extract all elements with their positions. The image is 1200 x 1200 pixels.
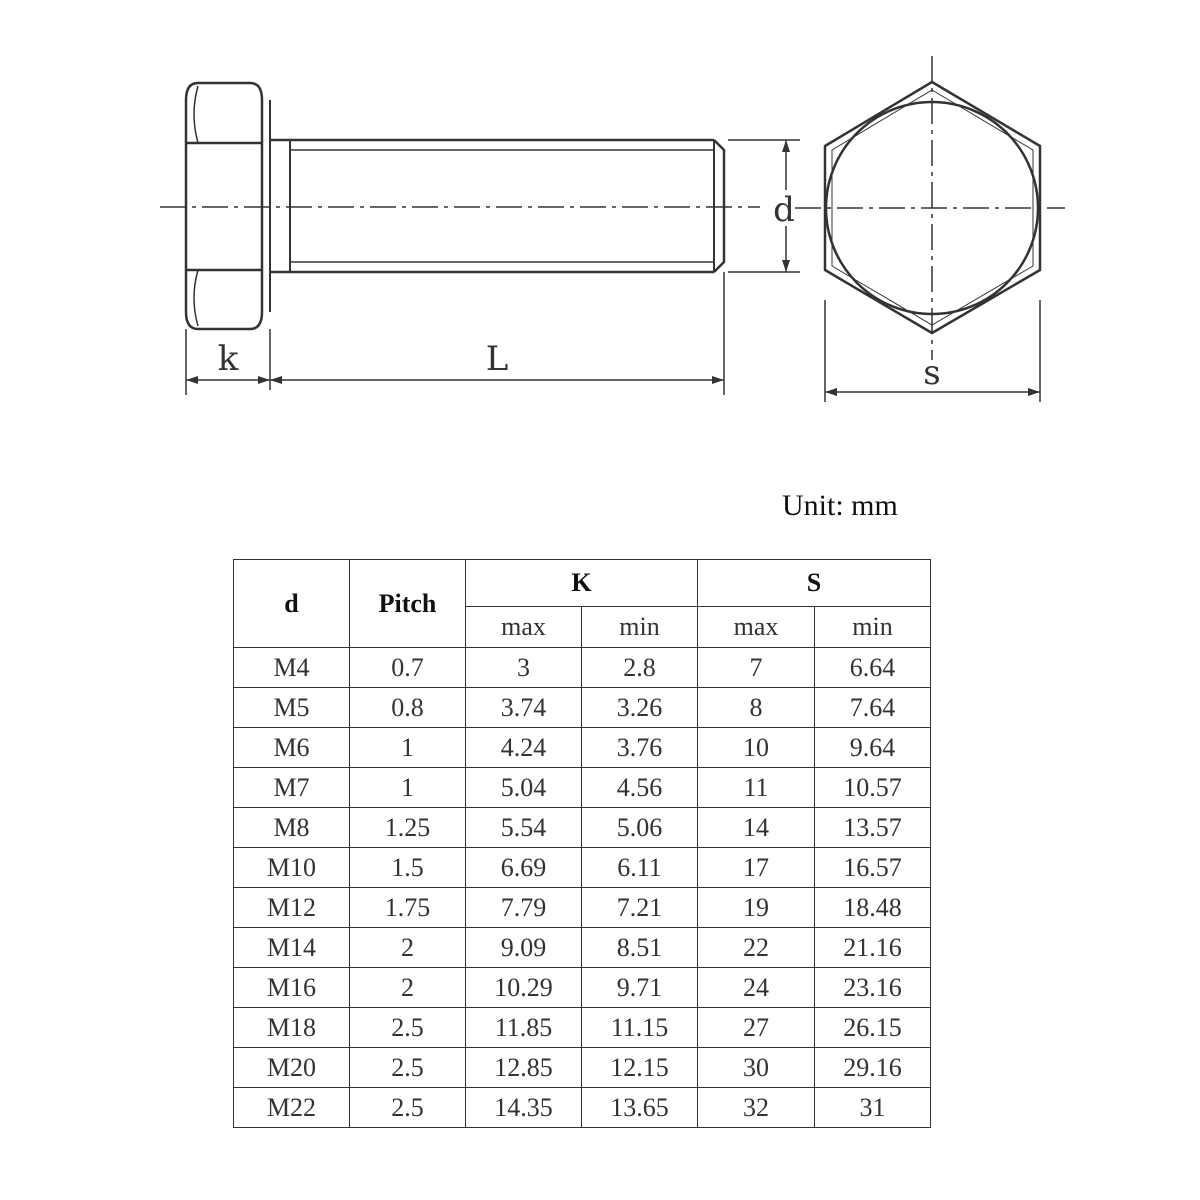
cell-s-min: 23.16: [815, 968, 931, 1008]
cell-k-min: 11.15: [582, 1008, 698, 1048]
bolt-dimension-drawing: [0, 0, 1200, 440]
cell-pitch: 1: [350, 768, 466, 808]
cell-k-max: 3.74: [466, 688, 582, 728]
cell-k-min: 6.11: [582, 848, 698, 888]
bolt-shank: [270, 140, 724, 272]
header-k-group: K: [466, 560, 698, 607]
cell-s-min: 18.48: [815, 888, 931, 928]
cell-k-min: 7.21: [582, 888, 698, 928]
cell-k-min: 3.76: [582, 728, 698, 768]
cell-s-max: 22: [698, 928, 815, 968]
cell-d: M8: [234, 808, 350, 848]
cell-s-min: 31: [815, 1088, 931, 1128]
bolt-head: [186, 83, 270, 329]
table-row: [234, 848, 931, 888]
cell-s-min: 16.57: [815, 848, 931, 888]
cell-k-max: 14.35: [466, 1088, 582, 1128]
dimension-d: [770, 140, 800, 272]
bolt-spec-table: [233, 559, 931, 1128]
unit-label: Unit: mm: [782, 489, 898, 522]
cell-s-min: 10.57: [815, 768, 931, 808]
table-row: [234, 768, 931, 808]
dimension-s: [825, 353, 1040, 393]
table-row: [234, 688, 931, 728]
cell-k-max: 4.24: [466, 728, 582, 768]
cell-s-max: 24: [698, 968, 815, 1008]
cell-pitch: 0.7: [350, 648, 466, 688]
cell-s-min: 7.64: [815, 688, 931, 728]
cell-d: M4: [234, 648, 350, 688]
table-row: [234, 928, 931, 968]
cell-pitch: 1: [350, 728, 466, 768]
cell-s-min: 6.64: [815, 648, 931, 688]
label-L: L: [485, 339, 509, 379]
header-pitch: Pitch: [350, 560, 466, 648]
cell-k-min: 2.8: [582, 648, 698, 688]
table-row: [234, 1008, 931, 1048]
cell-s-max: 8: [698, 688, 815, 728]
cell-k-min: 5.06: [582, 808, 698, 848]
dimension-k: [186, 339, 270, 380]
label-d: d: [773, 190, 795, 230]
table-row: [234, 968, 931, 1008]
cell-d: M7: [234, 768, 350, 808]
cell-k-min: 3.26: [582, 688, 698, 728]
cell-pitch: 2.5: [350, 1008, 466, 1048]
cell-d: M10: [234, 848, 350, 888]
table-row: [234, 1048, 931, 1088]
cell-k-min: 12.15: [582, 1048, 698, 1088]
cell-s-max: 11: [698, 768, 815, 808]
dimension-L: [270, 339, 724, 380]
table-header-row: [234, 560, 931, 607]
cell-s-min: 13.57: [815, 808, 931, 848]
header-k-max: max: [466, 607, 582, 648]
bolt-side-view: [186, 83, 724, 329]
table-row: [234, 888, 931, 928]
cell-pitch: 2: [350, 968, 466, 1008]
cell-d: M16: [234, 968, 350, 1008]
cell-d: M22: [234, 1088, 350, 1128]
header-s-group: S: [698, 560, 931, 607]
header-s-max: max: [698, 607, 815, 648]
cell-s-max: 19: [698, 888, 815, 928]
cell-s-min: 9.64: [815, 728, 931, 768]
cell-k-max: 6.69: [466, 848, 582, 888]
cell-d: M6: [234, 728, 350, 768]
header-s-min: min: [815, 607, 931, 648]
cell-pitch: 2.5: [350, 1088, 466, 1128]
cell-s-min: 26.15: [815, 1008, 931, 1048]
cell-s-max: 7: [698, 648, 815, 688]
cell-pitch: 1.5: [350, 848, 466, 888]
cell-k-max: 10.29: [466, 968, 582, 1008]
cell-d: M5: [234, 688, 350, 728]
table-row: [234, 728, 931, 768]
cell-k-max: 9.09: [466, 928, 582, 968]
cell-k-max: 7.79: [466, 888, 582, 928]
cell-s-min: 29.16: [815, 1048, 931, 1088]
cell-s-min: 21.16: [815, 928, 931, 968]
cell-s-max: 14: [698, 808, 815, 848]
cell-pitch: 1.25: [350, 808, 466, 848]
cell-d: M14: [234, 928, 350, 968]
cell-pitch: 0.8: [350, 688, 466, 728]
cell-k-min: 9.71: [582, 968, 698, 1008]
cell-s-max: 17: [698, 848, 815, 888]
cell-k-max: 11.85: [466, 1008, 582, 1048]
cell-s-max: 10: [698, 728, 815, 768]
cell-k-max: 5.54: [466, 808, 582, 848]
table-row: [234, 808, 931, 848]
cell-s-max: 27: [698, 1008, 815, 1048]
cell-s-max: 30: [698, 1048, 815, 1088]
cell-pitch: 2.5: [350, 1048, 466, 1088]
cell-d: M18: [234, 1008, 350, 1048]
cell-k-min: 13.65: [582, 1088, 698, 1128]
cell-k-max: 3: [466, 648, 582, 688]
label-s: s: [923, 353, 941, 393]
cell-s-max: 32: [698, 1088, 815, 1128]
table-row: [234, 648, 931, 688]
cell-pitch: 2: [350, 928, 466, 968]
header-k-min: min: [582, 607, 698, 648]
bolt-end-view: [795, 56, 1065, 360]
cell-pitch: 1.75: [350, 888, 466, 928]
label-k: k: [217, 339, 239, 379]
cell-k-max: 5.04: [466, 768, 582, 808]
cell-d: M12: [234, 888, 350, 928]
table-row: [234, 1088, 931, 1128]
header-d: d: [234, 560, 350, 648]
cell-k-min: 8.51: [582, 928, 698, 968]
cell-d: M20: [234, 1048, 350, 1088]
cell-k-max: 12.85: [466, 1048, 582, 1088]
cell-k-min: 4.56: [582, 768, 698, 808]
